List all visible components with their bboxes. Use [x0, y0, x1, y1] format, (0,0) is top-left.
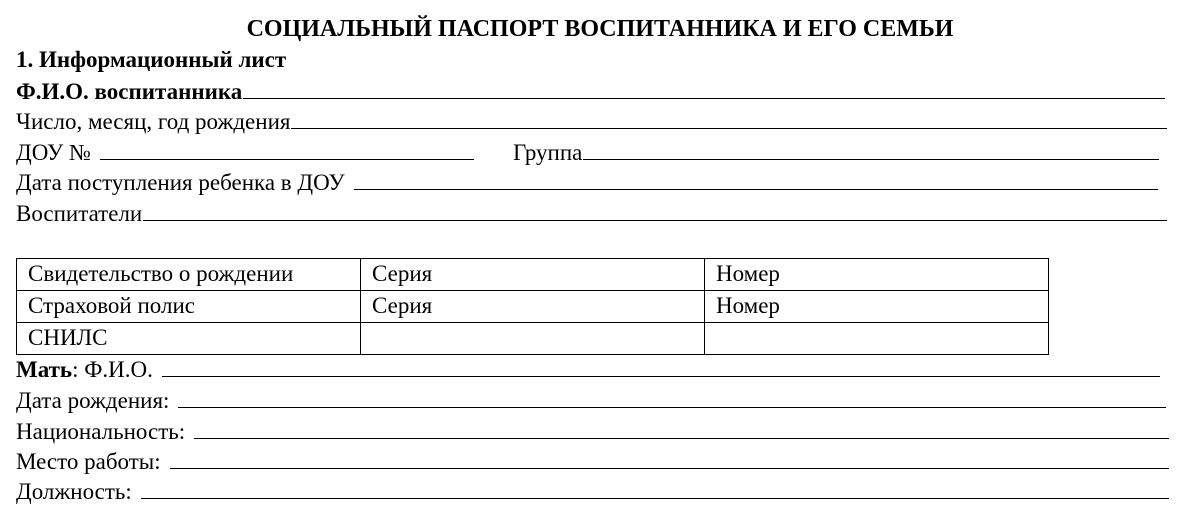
mother-birth-date-label: Дата рождения:: [16, 388, 170, 413]
mother-nationality-blank-line[interactable]: [194, 418, 1169, 439]
mother-workplace-label: Место работы:: [16, 449, 161, 474]
mother-position-blank-line[interactable]: [141, 478, 1169, 499]
table-row: [17, 323, 1049, 355]
table-cell-number[interactable]: Номер: [705, 291, 1049, 323]
teachers-blank-line[interactable]: [143, 200, 1167, 221]
field-mother-position: [16, 477, 1169, 507]
child-name-blank-line[interactable]: [243, 78, 1165, 99]
mother-label: Мать: [16, 357, 73, 382]
field-birth-date-label: Число, месяц, год рождения: [16, 109, 291, 134]
table-row: [17, 291, 1049, 323]
mother-workplace-blank-line[interactable]: [170, 448, 1169, 469]
page-title: СОЦИАЛЬНЫЙ ПАСПОРТ ВОСПИТАННИКА И ЕГО СЕМЬИ: [246, 16, 954, 42]
table-cell-doc: Свидетельство о рождении: [17, 259, 361, 291]
admission-date-blank-line[interactable]: [354, 169, 1158, 190]
table-cell-series[interactable]: [361, 323, 705, 355]
field-child-name-label: Ф.И.О. воспитанника: [16, 79, 243, 104]
field-birth-date: [16, 107, 1167, 137]
field-admission-date-label: Дата поступления ребенка в ДОУ: [16, 170, 345, 195]
field-mother-name: [16, 355, 1160, 385]
birth-date-blank-line[interactable]: [291, 108, 1167, 129]
table-cell-doc: Страховой полис: [17, 291, 361, 323]
mother-nationality-label: Национальность:: [16, 419, 186, 444]
field-group-label: Группа: [513, 140, 583, 165]
table-cell-series[interactable]: Серия: [361, 291, 705, 323]
field-admission-date: [16, 168, 1158, 198]
field-teachers-label: Воспитатели: [16, 201, 143, 226]
mother-name-label: : Ф.И.О.: [72, 357, 153, 382]
field-mother-birth-date: [16, 386, 1166, 416]
field-dou-number-label: ДОУ №: [16, 140, 91, 165]
table-cell-series[interactable]: Серия: [361, 259, 705, 291]
section-heading-text: 1. Информационный лист: [16, 47, 287, 72]
field-child-name: [16, 77, 1165, 107]
dou-number-blank-line[interactable]: [100, 139, 474, 160]
field-teachers: [16, 199, 1167, 229]
mother-birth-date-blank-line[interactable]: [178, 387, 1166, 408]
field-dou-group: [16, 138, 1159, 168]
section-heading: [16, 45, 286, 75]
field-mother-nationality: [16, 417, 1169, 447]
group-blank-line[interactable]: [583, 139, 1159, 160]
table-cell-number[interactable]: Номер: [705, 259, 1049, 291]
id-documents-table: [16, 258, 1049, 355]
table-cell-number[interactable]: [705, 323, 1049, 355]
table-row: [17, 259, 1049, 291]
mother-position-label: Должность:: [16, 479, 132, 504]
table-cell-doc: СНИЛС: [17, 323, 361, 355]
field-mother-workplace: [16, 447, 1169, 477]
mother-name-blank-line[interactable]: [162, 356, 1160, 377]
